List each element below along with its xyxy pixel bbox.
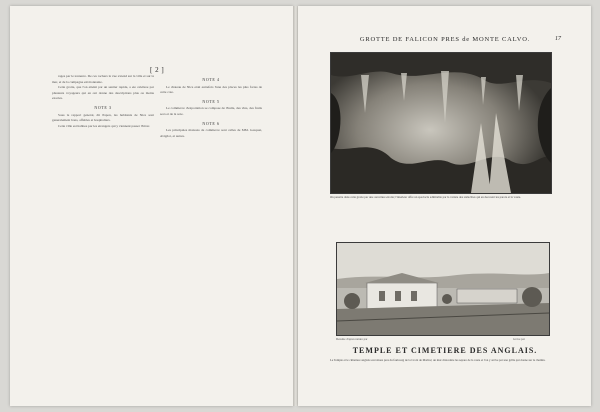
paragraph: Cette grotte, que l'on atteint par un sentier rapide, a ete celebree par plusieurs voyageurs qui en ont donne des descriptions plus ou moins exactes. bbox=[52, 85, 154, 101]
artist-credit: Dessine d'apres nature par bbox=[336, 337, 368, 341]
note-heading: NOTE 3 bbox=[94, 104, 112, 110]
left-folio: [ 2 ] bbox=[150, 66, 165, 74]
grotto-caption: On penetre dans cette grotte par une ouverture etroite; l'interieur offre un spectacle admirable par la variete des stalactites qui en decorent les parois et la voute. bbox=[330, 195, 521, 199]
plate-title: TEMPLE ET CIMETIERE DES ANGLAIS. bbox=[352, 346, 538, 355]
paragraph: Cette ville est habitee par les etrangers qui y viennent passer l'hiver. bbox=[58, 123, 150, 128]
note-heading: NOTE 5 bbox=[202, 98, 220, 104]
running-head: GROTTE DE FALICON PRES de MONTE CALVO. bbox=[359, 36, 531, 43]
left-column-2 bbox=[160, 74, 262, 139]
left-column-1 bbox=[52, 74, 154, 129]
engraver-credit: Grave par bbox=[513, 337, 525, 341]
paragraph: Les principales maisons de commerce sont celles de MM. Gasquet, Avigdor, et autres. bbox=[160, 128, 262, 138]
cemetery-illustration bbox=[337, 243, 549, 335]
paragraph: rages par le tonnerre. De ces rochers la vue s'etend sur la ville et sur la mer, et de la campagne environnante. bbox=[52, 74, 154, 84]
paragraph: Le commerce d'exportation se compose de l'huile, des vins, des fruits secs et de la soie. bbox=[160, 106, 262, 116]
paragraph: Le chateau de Nice etait autrefois l'une des places les plus fortes de cette cote. bbox=[160, 84, 262, 95]
page-number: 17 bbox=[555, 36, 561, 42]
paragraph: Sous le rapport general, dit Papon, les habitants de Nice sont generalement bons, affables et hospitaliers. bbox=[52, 112, 154, 123]
note-heading: NOTE 6 bbox=[202, 120, 220, 126]
plate-caption: Le Temple et le cimetiere anglais sont situes pres du faubourg de la Croix de Marbre; un mur d'enceinte les separe de la route et l'on y arrive par une grille qui donne sur le chemin. bbox=[330, 358, 546, 362]
grotto-engraving bbox=[330, 52, 552, 194]
grotto-illustration bbox=[331, 53, 551, 193]
cemetery-engraving bbox=[336, 242, 550, 336]
note-heading: NOTE 4 bbox=[202, 77, 220, 82]
